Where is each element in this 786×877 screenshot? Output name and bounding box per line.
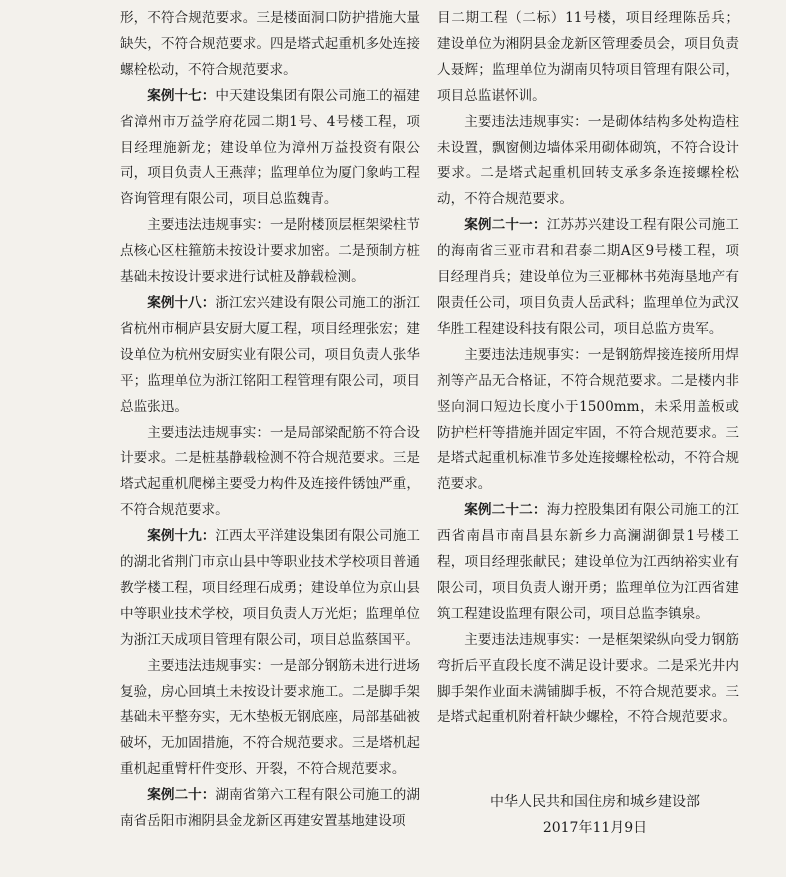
case-text: 江西太平洋建设集团有限公司施工的湖北省荆门市京山县中等职业技术学校项目普通教学楼工程，项目经理石成勇；建设单位为京山县中等职业技术学校，项目负责人万光炬；监理单位为浙江天成项目管理有限公司，项目总监蔡国平。 xyxy=(120,528,421,648)
issue-date: 2017年11月9日 xyxy=(542,820,648,836)
case-label: 案例十七： xyxy=(147,87,216,104)
case-20 xyxy=(120,783,420,835)
case-label: 案例二十二： xyxy=(464,502,547,519)
case-22-violations: 主要违法违规事实：一是框架梁纵向受力钢筋弯折后平直段长度不满足设计要求。二是采光井内脚手架作业面未满铺脚手板，不符合规范要求。三是塔式起重机附着杆缺少螺栓，不符合规范要求。 xyxy=(437,631,739,726)
paragraph: 形，不符合规范要求。三是楼面洞口防护措施大量缺失，不符合规范要求。四是塔式起重机多处连接螺栓松动，不符合规范要求。 xyxy=(120,10,420,78)
case-text: 湖南省第六工程有限公司施工的湖南省岳阳市湘阴县金龙新区再建安置基地建设项 xyxy=(120,787,421,830)
case-label: 案例二十： xyxy=(147,787,216,804)
case-17-violations: 主要违法违规事实：一是附楼顶层框架梁柱节点核心区柱箍筋未按设计要求加密。二是预制方桩基础未按设计要求进行试桩及静载检测。 xyxy=(120,217,420,286)
case-label: 案例十八： xyxy=(147,294,216,311)
issuer-name: 中华人民共和国住房和城乡建设部 xyxy=(490,794,700,810)
case-text: 中天建设集团有限公司施工的福建省漳州市万益学府花园二期1号、4号楼工程，项目经理施新龙；建设单位为漳州万益投资有限公司，项目负责人王燕萍；监理单位为厦门象屿工程咨询管理有限公司，项目总监魏青。 xyxy=(120,87,421,208)
case-21 xyxy=(437,213,739,343)
case-17 xyxy=(120,84,420,214)
case-21-violations: 主要违法违规事实：一是钢筋焊接连接所用焊剂等产品无合格证，不符合规范要求。二是楼内非竖向洞口短边长度小于1500mm，未采用盖板或防护栏杆等措施并固定牢固，不符合规范要求。三是塔式起重机标准节多处连接螺栓松动，不符合规范要求。 xyxy=(437,346,739,493)
case-22 xyxy=(437,498,739,628)
case-label: 案例二十一： xyxy=(464,217,547,234)
case-18 xyxy=(120,291,420,421)
signature-block xyxy=(470,789,720,841)
case-text: 海力控股集团有限公司施工的江西省南昌市南昌县东新乡力高澜湖御景1号楼工程，项目经理张献民；建设单位为江西纳裕实业有限公司，项目负责人谢开勇；监理单位为江西省建筑工程建设监理有限公司，项目总监李镇泉。 xyxy=(437,502,739,622)
case-label: 案例十九： xyxy=(147,528,216,545)
right-column xyxy=(437,6,739,731)
case-text: 浙江宏兴建设有限公司施工的浙江省杭州市桐庐县安厨大厦工程，项目经理张宏；建设单位为杭州安厨实业有限公司，项目负责人张华平；监理单位为浙江铭阳工程管理有限公司，项目总监张迅。 xyxy=(120,294,421,415)
case-19 xyxy=(120,524,420,654)
left-column xyxy=(120,6,420,835)
case-text: 江苏苏兴建设工程有限公司施工的海南省三亚市君和君泰二期A区9号楼工程，项目经理肖兵；建设单位为三亚椰林书苑海垦地产有限责任公司，项目负责人岳武科；监理单位为武汉华胜工程建设科技有限公司，项目总监方贵军。 xyxy=(437,217,739,337)
paragraph: 目二期工程（二标）11号楼，项目经理陈岳兵；建设单位为湘阴县金龙新区管理委员会，项目负责人聂辉；监理单位为湖南贝特项目管理有限公司，项目总监谌怀训。 xyxy=(437,10,739,104)
case-20-violations: 主要违法违规事实：一是砌体结构多处构造柱未设置，飘窗侧边墙体采用砌体砌筑，不符合设计要求。二是塔式起重机回转支承多条连接螺栓松动，不符合规范要求。 xyxy=(437,113,739,208)
case-18-violations: 主要违法违规事实：一是局部梁配筋不符合设计要求。二是桩基静载检测不符合规范要求。三是塔式起重机爬梯主要受力构件及连接件锈蚀严重，不符合规范要求。 xyxy=(120,424,420,519)
case-19-violations: 主要违法违规事实：一是部分钢筋未进行进场复验，房心回填土未按设计要求施工。二是脚手架基础未平整夯实，无木垫板无钢底座，局部基础被破坏，无加固措施，不符合规范要求。三是塔机起重机起重臂杆件变形、开裂，不符合规范要求。 xyxy=(120,657,420,778)
